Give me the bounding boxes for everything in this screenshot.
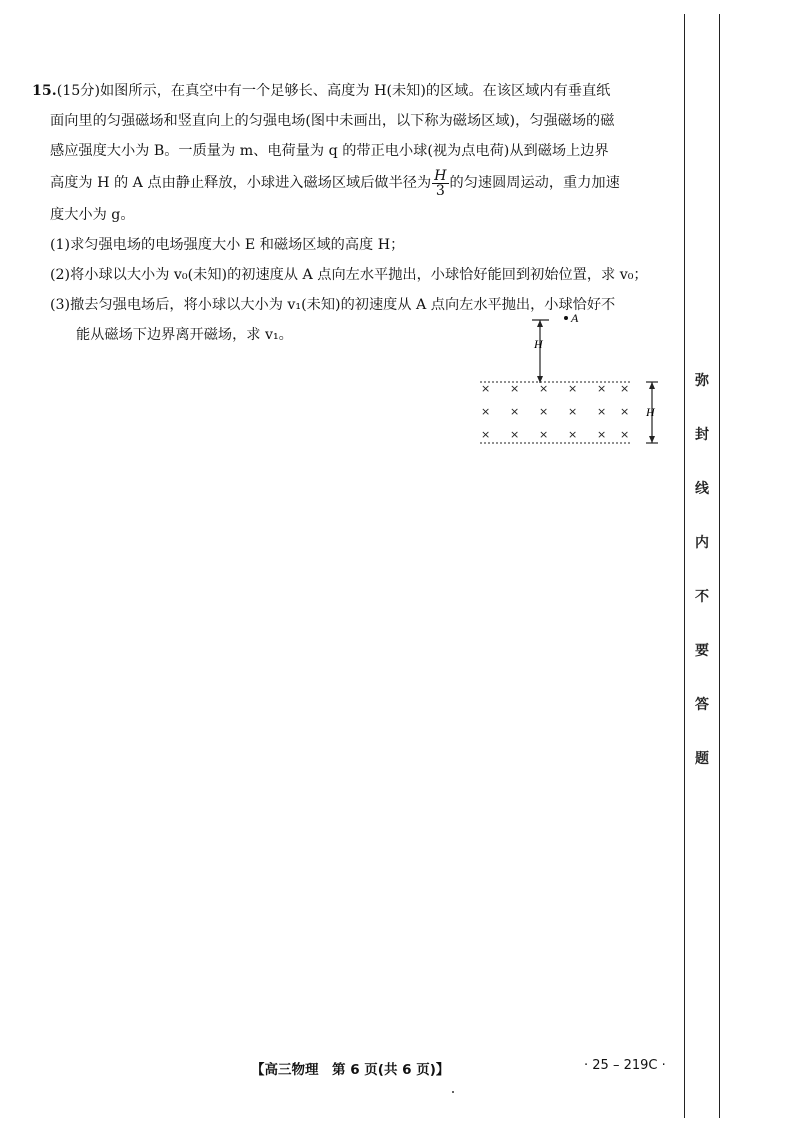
problem-text: 的匀速圆周运动，重力加速 bbox=[449, 175, 620, 191]
seal-line-notice bbox=[686, 370, 718, 767]
problem-line: 感应强度大小为 B。一质量为 m、电荷量为 q 的带正电小球(视为点电荷)从到磁场上边界 bbox=[50, 143, 609, 159]
field-cross: × bbox=[568, 405, 578, 418]
problem-text: 高度为 H 的 A 点由静止释放，小球进入磁场区域后做半径为 bbox=[50, 175, 432, 191]
question-3: (3)撤去匀强电场后，将小球以大小为 v₁(未知)的初速度从 A 点向左水平抛出，小球恰好不 bbox=[50, 297, 616, 313]
point-a-label: A bbox=[571, 311, 579, 325]
field-diagram bbox=[470, 305, 670, 455]
seal-char: 要 bbox=[695, 643, 709, 659]
problem-text: (15分)如图所示，在真空中有一个足够长、高度为 H(未知)的区域。在该区域内有垂直纸 bbox=[56, 83, 611, 99]
field-cross: × bbox=[620, 428, 630, 441]
question-3-cont: 能从磁场下边界离开磁场，求 v₁。 bbox=[76, 327, 293, 343]
problem-line: 度大小为 g。 bbox=[50, 207, 135, 223]
fraction bbox=[432, 169, 448, 198]
footer-page-info: 【高三物理 第 6 页(共 6 页)】 bbox=[251, 1062, 450, 1078]
height-label-top: H bbox=[534, 337, 543, 351]
footer-exam-code: · 25 – 219C · bbox=[584, 1058, 666, 1073]
problem-number: 15. bbox=[32, 83, 57, 99]
field-cross: × bbox=[539, 382, 549, 395]
height-label-right: H bbox=[646, 405, 655, 419]
region-height-arrow bbox=[645, 382, 658, 443]
field-cross: × bbox=[597, 382, 607, 395]
seal-char: 封 bbox=[695, 427, 709, 443]
field-crosses bbox=[481, 382, 629, 441]
stray-dot bbox=[452, 1091, 454, 1093]
field-cross: × bbox=[481, 428, 491, 441]
point-a-dot bbox=[564, 316, 568, 320]
field-cross: × bbox=[510, 405, 520, 418]
field-cross: × bbox=[597, 405, 607, 418]
fraction-numerator: H bbox=[434, 167, 447, 184]
question-1: (1)求匀强电场的电场强度大小 E 和磁场区域的高度 H； bbox=[50, 237, 405, 253]
fraction-denominator: 3 bbox=[435, 182, 445, 199]
field-cross: × bbox=[568, 382, 578, 395]
field-cross: × bbox=[620, 405, 630, 418]
seal-char: 题 bbox=[695, 751, 709, 767]
field-cross: × bbox=[597, 428, 607, 441]
seal-char: 弥 bbox=[695, 373, 709, 389]
seal-char: 内 bbox=[695, 535, 709, 551]
field-cross: × bbox=[539, 428, 549, 441]
field-cross: × bbox=[510, 428, 520, 441]
binding-line-left bbox=[684, 14, 685, 1118]
problem-line bbox=[32, 76, 672, 106]
seal-char: 答 bbox=[695, 697, 709, 713]
question-2: (2)将小球以大小为 v₀(未知)的初速度从 A 点向左水平抛出，小球恰好能回到初始位置，求 v₀； bbox=[50, 267, 648, 283]
field-cross: × bbox=[620, 382, 630, 395]
field-cross: × bbox=[539, 405, 549, 418]
seal-char: 线 bbox=[695, 481, 709, 497]
seal-char: 不 bbox=[695, 589, 709, 605]
drop-height-arrow bbox=[532, 320, 549, 383]
binding-line-right bbox=[719, 14, 720, 1118]
field-cross: × bbox=[481, 405, 491, 418]
field-cross: × bbox=[481, 382, 491, 395]
field-cross: × bbox=[568, 428, 578, 441]
problem-line bbox=[32, 166, 672, 200]
problem-line: 面向里的匀强磁场和竖直向上的匀强电场(图中未画出，以下称为磁场区域)，匀强磁场的磁 bbox=[50, 113, 615, 129]
field-cross: × bbox=[510, 382, 520, 395]
